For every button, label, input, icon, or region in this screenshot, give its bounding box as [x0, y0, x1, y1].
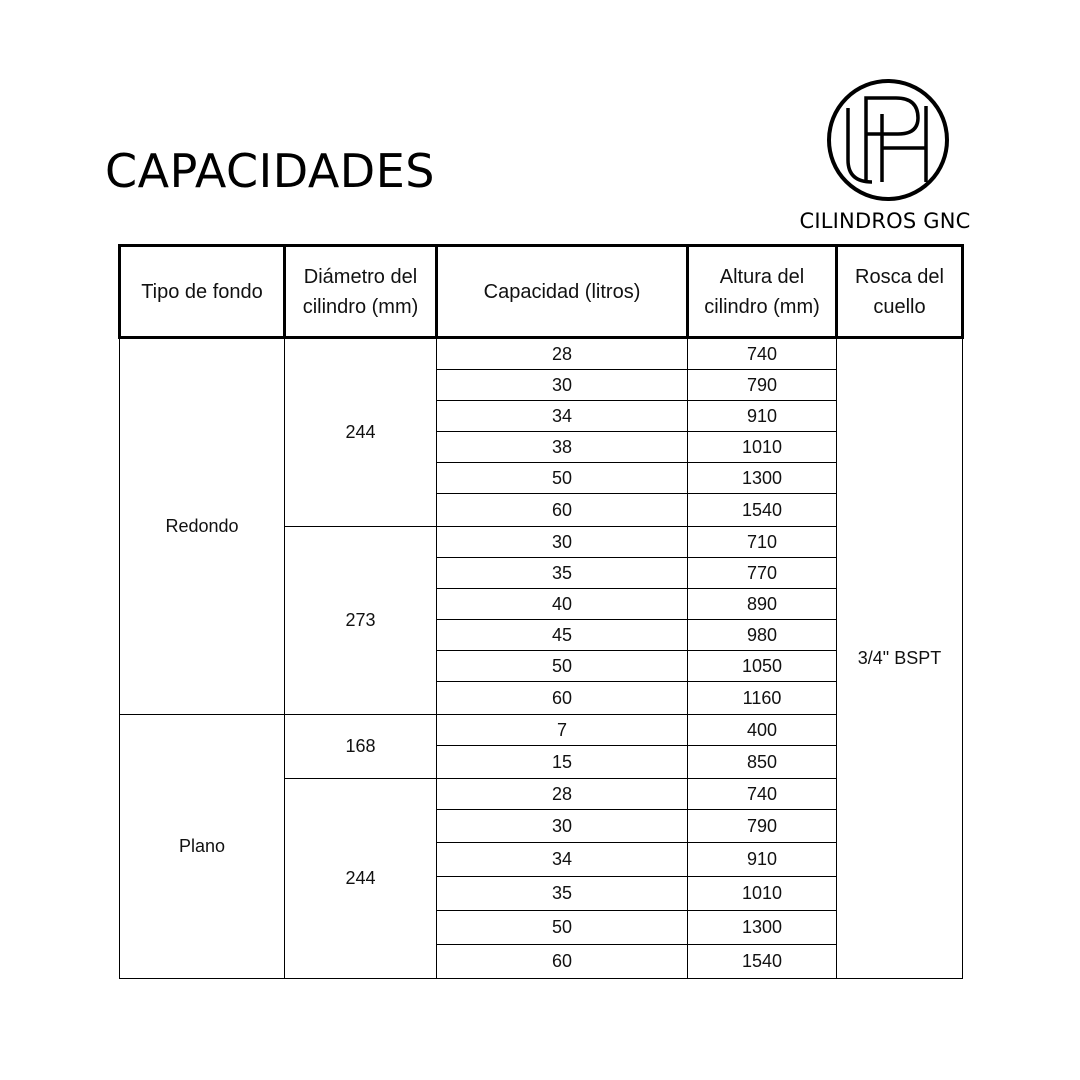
altura-cell: 790 — [688, 810, 837, 843]
altura-cell: 770 — [688, 558, 837, 589]
diametro-cell: 244 — [285, 779, 437, 979]
page-title: CAPACIDADES — [105, 144, 435, 198]
fondo-cell: Plano — [120, 715, 285, 979]
altura-cell: 890 — [688, 589, 837, 620]
table-row — [120, 715, 963, 746]
capacidad-cell: 60 — [437, 494, 688, 527]
capacidad-cell: 50 — [437, 911, 688, 945]
altura-cell: 1160 — [688, 682, 837, 715]
header-rosca: Rosca del cuello — [837, 246, 963, 338]
diametro-cell: 244 — [285, 338, 437, 527]
altura-cell: 1010 — [688, 432, 837, 463]
capacidad-cell: 7 — [437, 715, 688, 746]
capacidad-cell: 34 — [437, 843, 688, 877]
altura-cell: 980 — [688, 620, 837, 651]
altura-cell: 710 — [688, 527, 837, 558]
altura-cell: 910 — [688, 843, 837, 877]
capacidad-cell: 35 — [437, 558, 688, 589]
altura-cell: 740 — [688, 779, 837, 810]
brand-name: CILINDROS GNC — [799, 209, 971, 233]
capacidad-cell: 30 — [437, 370, 688, 401]
capacidad-cell: 30 — [437, 527, 688, 558]
capacidad-cell: 15 — [437, 746, 688, 779]
altura-cell: 1540 — [688, 945, 837, 979]
capacidad-cell: 45 — [437, 620, 688, 651]
capacities-table — [118, 244, 964, 979]
capacidad-cell: 60 — [437, 945, 688, 979]
capacidad-cell: 60 — [437, 682, 688, 715]
header-altura: Altura del cilindro (mm) — [688, 246, 837, 338]
altura-cell: 1300 — [688, 911, 837, 945]
altura-cell: 400 — [688, 715, 837, 746]
rosca-cell: 3/4" BSPT — [837, 338, 963, 979]
capacidad-cell: 50 — [437, 463, 688, 494]
altura-cell: 1050 — [688, 651, 837, 682]
capacidad-cell: 50 — [437, 651, 688, 682]
capacidad-cell: 34 — [437, 401, 688, 432]
capacidad-cell: 40 — [437, 589, 688, 620]
altura-cell: 1010 — [688, 877, 837, 911]
capacidad-cell: 28 — [437, 779, 688, 810]
altura-cell: 850 — [688, 746, 837, 779]
diametro-cell: 273 — [285, 527, 437, 715]
capacidad-cell: 28 — [437, 338, 688, 370]
brand-logo-icon — [826, 78, 950, 202]
capacidad-cell: 30 — [437, 810, 688, 843]
altura-cell: 1540 — [688, 494, 837, 527]
altura-cell: 1300 — [688, 463, 837, 494]
capacidad-cell: 35 — [437, 877, 688, 911]
diametro-cell: 168 — [285, 715, 437, 779]
fondo-cell: Redondo — [120, 338, 285, 715]
table-row — [120, 338, 963, 370]
header-diametro: Diámetro del cilindro (mm) — [285, 246, 437, 338]
header-capacidad: Capacidad (litros) — [437, 246, 688, 338]
header-tipo-fondo: Tipo de fondo — [120, 246, 285, 338]
table-header-row — [120, 246, 963, 338]
altura-cell: 910 — [688, 401, 837, 432]
capacidad-cell: 38 — [437, 432, 688, 463]
altura-cell: 790 — [688, 370, 837, 401]
altura-cell: 740 — [688, 338, 837, 370]
